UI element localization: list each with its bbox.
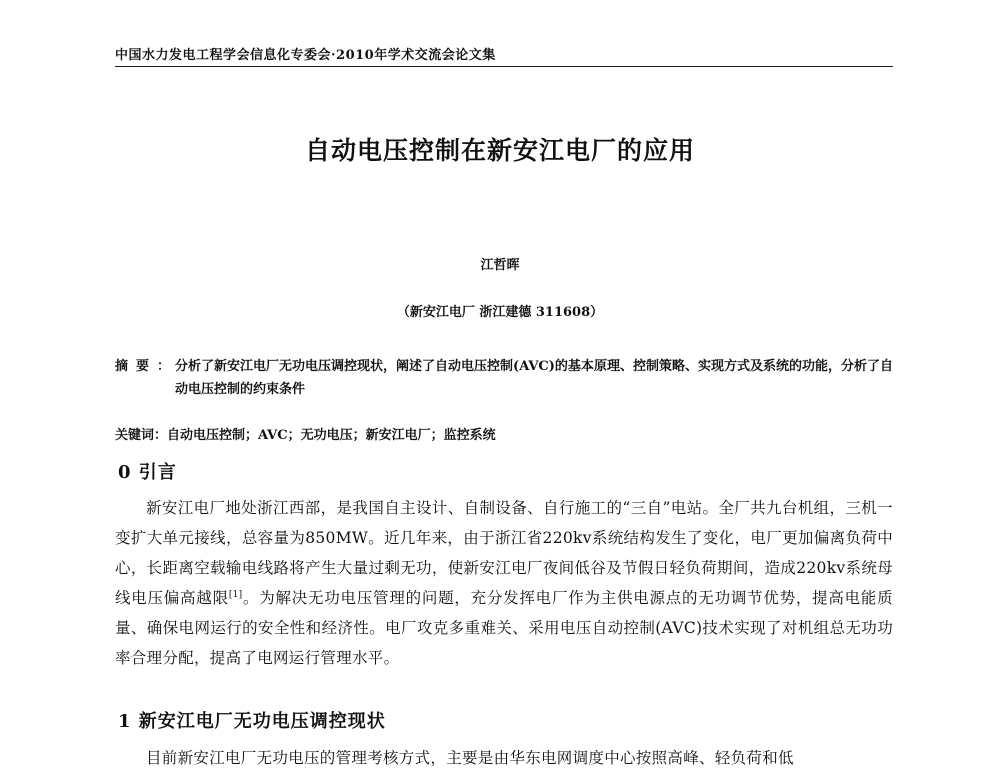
intro-paragraph bbox=[115, 493, 893, 673]
intro-paragraph-part2: 。为解决无功电压管理的问题，充分发挥电厂作为主供电源点的无功调节优势，提高电能质量、确保电网运行的安全性和经济性。电厂攻克多重难关、采用电压自动控制(AVC)技术实现了对机组总无功功率合理分配，提高了电网运行管理水平。 bbox=[115, 589, 893, 667]
status-paragraph: 目前新安江电厂无功电压的管理考核方式，主要是由华东电网调度中心按照高峰、轻负荷和低 bbox=[146, 749, 794, 767]
running-header bbox=[115, 40, 893, 67]
abstract-block bbox=[115, 355, 893, 401]
keywords-label: 关键词： bbox=[115, 428, 168, 443]
abstract-label: 摘要： bbox=[115, 359, 179, 374]
intro-paragraph-part1: 新安江电厂地处浙江西部，是我国自主设计、自制设备、自行施工的“三自”电站。全厂共九台机组，三机一变扩大单元接线，总容量为850MW。近几年来，由于浙江省220kv系统结构发生了变化，电厂更加偏离负荷中心，长距离空载输电线路将产生大量过剩无功，使新安江电厂夜间低谷及节假日轻负荷期间，造成220kv系统母线电压偏高越限 bbox=[115, 499, 893, 607]
paper-title: 自动电压控制在新安江电厂的应用 bbox=[304, 136, 695, 165]
citation-ref[interactable]: [1] bbox=[228, 589, 243, 600]
section-heading-status: 1 新安江电厂无功电压调控现状 bbox=[118, 711, 386, 732]
keywords-text: 自动电压控制；AVC；无功电压；新安江电厂；监控系统 bbox=[167, 428, 496, 443]
author-name: 江哲晖 bbox=[480, 258, 520, 273]
author-affiliation: （新安江电厂 浙江建德 311608） bbox=[396, 305, 604, 320]
keywords-block bbox=[115, 424, 893, 443]
abstract-text: 分析了新安江电厂无功电压调控现状，阐述了自动电压控制(AVC)的基本原理、控制策略、实现方式及系统的功能，分析了自动电压控制的约束条件 bbox=[175, 359, 893, 397]
running-header-title: 中国水力发电工程学会信息化专委会·2010年学术交流会论文集 bbox=[115, 48, 496, 63]
section-heading-intro: 0 引言 bbox=[118, 462, 177, 483]
